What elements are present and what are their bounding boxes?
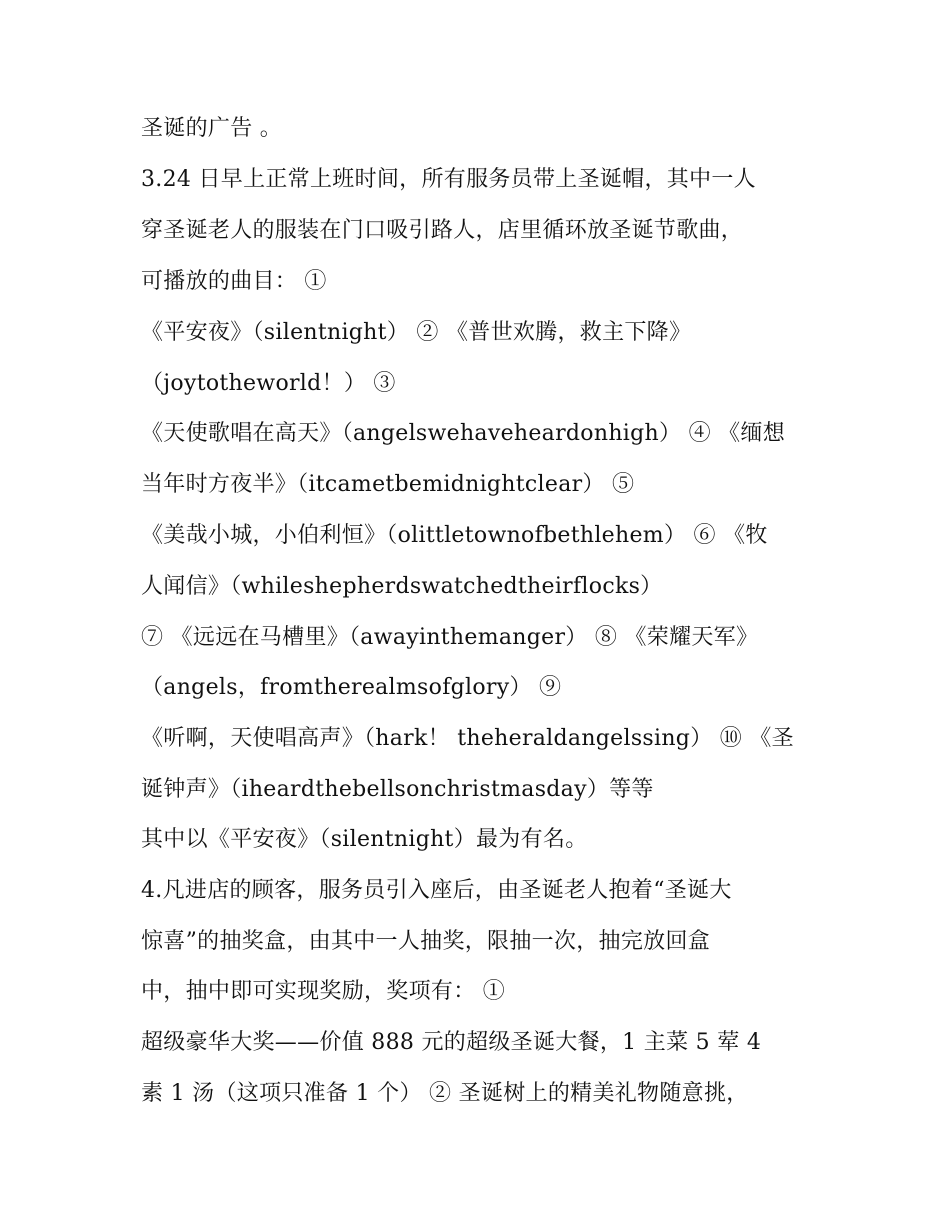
text-line-14: 诞钟声》（iheardthebellsonchristmasday）等等 [141, 777, 654, 802]
text-line-17: 惊喜”的抽奖盒，由其中一人抽奖，限抽一次，抽完放回盒 [141, 929, 711, 954]
text-line-16: 4.凡进店的顾客，服务员引入座后，由圣诞老人抱着“圣诞大 [141, 878, 732, 903]
text-line-3: 穿圣诞老人的服装在门口吸引路人，店里循环放圣诞节歌曲， [141, 218, 744, 243]
text-line-2: 3.24 日早上正常上班时间，所有服务员带上圣诞帽，其中一人 [141, 167, 756, 192]
text-line-13: 《听啊，天使唱高声》（hark！ theheraldangelssing） ⑩ 《圣 [141, 726, 794, 751]
text-line-8: 当年时方夜半》（itcametbemidnightclear） ⑤ [141, 472, 635, 497]
text-line-4: 可播放的曲目： ① [141, 269, 327, 294]
text-line-9: 《美哉小城，小伯利恒》（olittletownofbethlehem） ⑥ 《牧 [141, 523, 768, 548]
text-line-6: （joytotheworld！） ③ [141, 371, 396, 396]
text-line-11: ⑦ 《远远在马槽里》（awayinthemanger） ⑧ 《荣耀天军》 [141, 625, 759, 650]
text-line-5: 《平安夜》（silentnight） ② 《普世欢腾，救主下降》 [141, 320, 692, 345]
text-line-1: 圣诞的广告 。 [141, 116, 283, 141]
text-line-7: 《天使歌唱在高天》（angelswehaveheardonhigh） ④ 《缅想 [141, 421, 786, 446]
text-line-20: 素 1 汤（这项只准备 1 个） ② 圣诞树上的精美礼物随意挑， [141, 1081, 749, 1106]
text-line-15: 其中以《平安夜》（silentnight）最为有名。 [141, 827, 588, 852]
text-line-12: （angels，fromtherealmsofglory） ⑨ [141, 675, 562, 700]
text-line-18: 中，抽中即可实现奖励，奖项有： ① [141, 979, 506, 1004]
text-line-19: 超级豪华大奖——价值 888 元的超级圣诞大餐，1 主菜 5 荤 4 [141, 1030, 762, 1055]
text-line-10: 人闻信》（whileshepherdswatchedtheirflocks） [141, 574, 663, 599]
